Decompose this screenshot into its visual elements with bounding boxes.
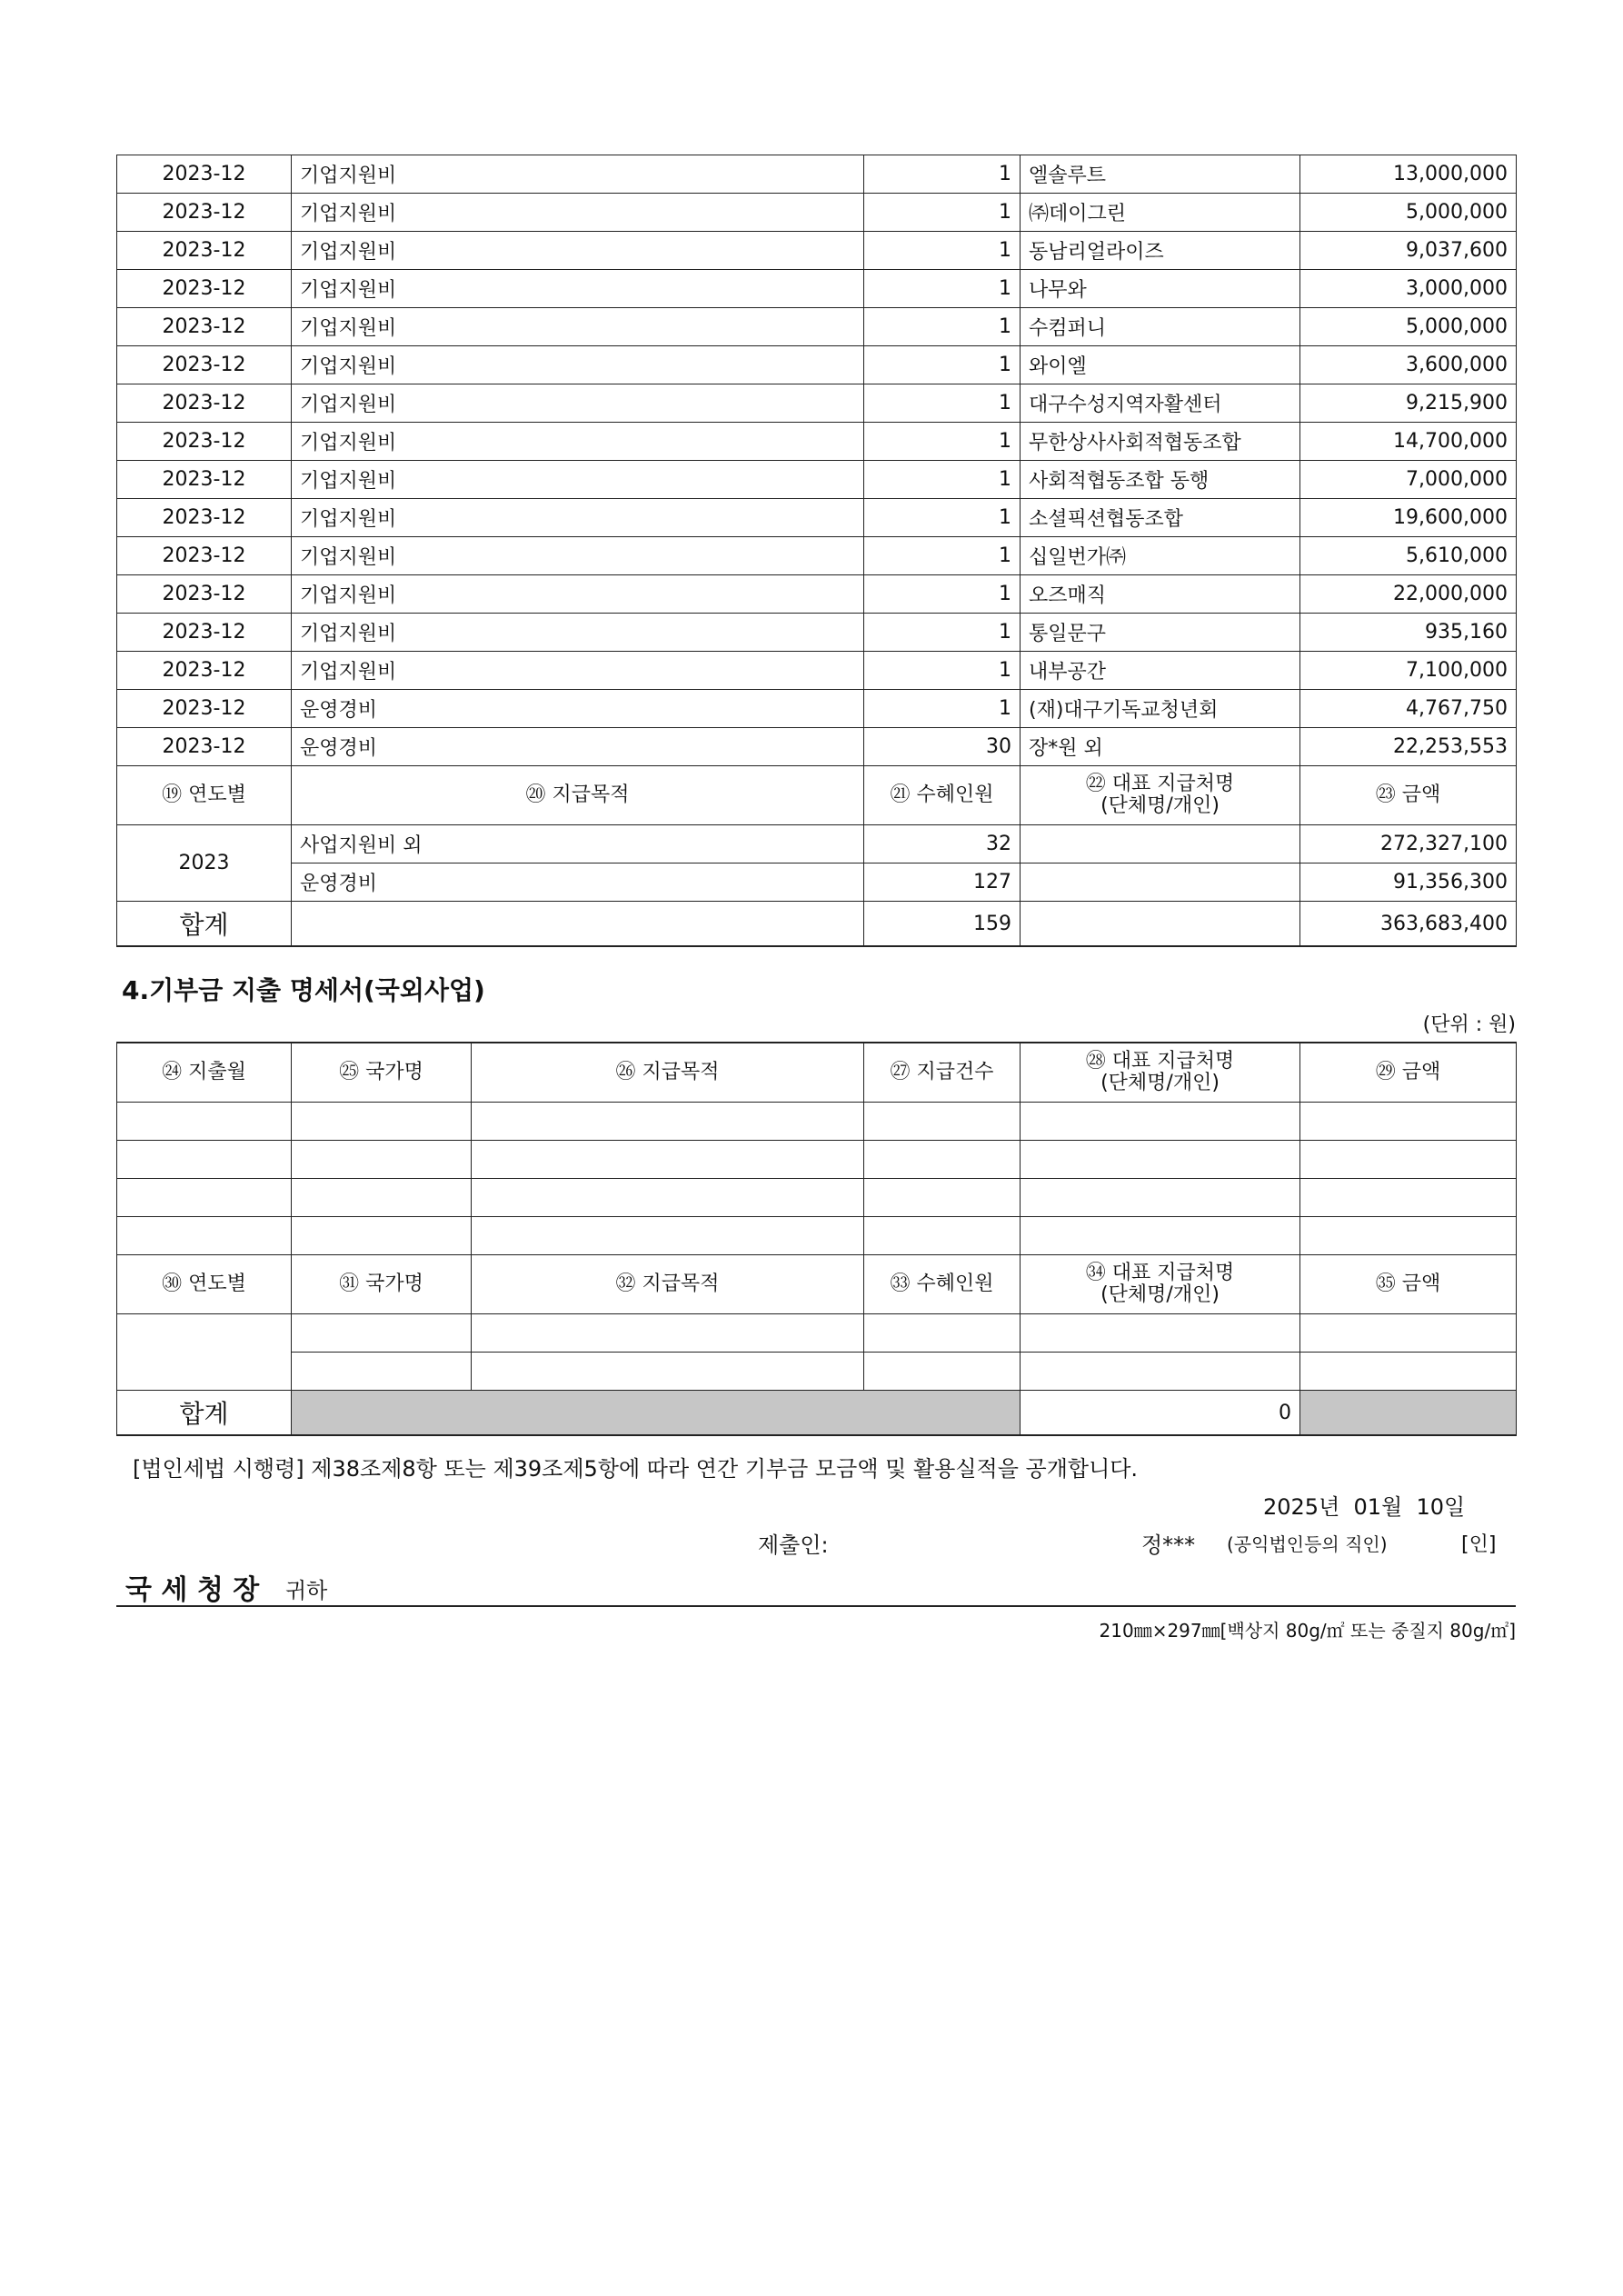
empty-row bbox=[117, 1217, 1517, 1255]
empty-row bbox=[117, 1314, 1517, 1353]
header-recipient: ㉘ 대표 지급처명 (단체명/개인) bbox=[1021, 1043, 1300, 1103]
row-purpose: 기업지원비 bbox=[292, 575, 864, 614]
row-month: 2023-12 bbox=[117, 499, 292, 537]
total-recipient-shaded bbox=[1300, 1391, 1517, 1436]
unit-label: (단위 : 원) bbox=[1422, 1013, 1516, 1036]
row-purpose: 기업지원비 bbox=[292, 194, 864, 232]
donation-row bbox=[117, 461, 1517, 499]
empty-row bbox=[117, 1103, 1517, 1141]
row-count: 1 bbox=[864, 308, 1021, 346]
empty-row bbox=[117, 1353, 1517, 1391]
donation-row bbox=[117, 690, 1517, 728]
row-month: 2023-12 bbox=[117, 194, 292, 232]
row-amount: 935,160 bbox=[1300, 614, 1517, 652]
row-count: 1 bbox=[864, 690, 1021, 728]
row-month: 2023-12 bbox=[117, 155, 292, 194]
row-amount: 5,000,000 bbox=[1300, 308, 1517, 346]
addressee-suffix: 귀하 bbox=[285, 1578, 328, 1603]
row-recipient: 엘솔루트 bbox=[1021, 155, 1300, 194]
row-month: 2023-12 bbox=[117, 575, 292, 614]
summary-beneficiaries: 127 bbox=[864, 863, 1021, 902]
empty-row bbox=[117, 1179, 1517, 1217]
summary-beneficiaries: 32 bbox=[864, 825, 1021, 863]
submission-date: 2025년 01월 10일 bbox=[1263, 1494, 1466, 1520]
summary-amount: 91,356,300 bbox=[1300, 863, 1517, 902]
row-purpose: 기업지원비 bbox=[292, 384, 864, 423]
row-month: 2023-12 bbox=[117, 346, 292, 384]
total-recipient bbox=[1021, 902, 1300, 947]
header-amount: ㉟ 금액 bbox=[1300, 1255, 1517, 1314]
row-recipient: 사회적협동조합 동행 bbox=[1021, 461, 1300, 499]
row-recipient: 무한상사사회적협동조합 bbox=[1021, 423, 1300, 461]
summary-total-row bbox=[117, 902, 1517, 947]
donation-row bbox=[117, 728, 1517, 766]
donation-row bbox=[117, 308, 1517, 346]
row-amount: 9,037,600 bbox=[1300, 232, 1517, 270]
row-amount: 13,000,000 bbox=[1300, 155, 1517, 194]
row-purpose: 기업지원비 bbox=[292, 423, 864, 461]
overseas-summary-header-row bbox=[117, 1255, 1517, 1314]
row-count: 30 bbox=[864, 728, 1021, 766]
header-purpose: ㉖ 지급목적 bbox=[472, 1043, 864, 1103]
header-year: ⑲ 연도별 bbox=[117, 766, 292, 825]
donation-rows bbox=[117, 155, 1517, 766]
row-amount: 5,610,000 bbox=[1300, 537, 1517, 575]
donation-row bbox=[117, 499, 1517, 537]
header-recipient: ㉒ 대표 지급처명 (단체명/개인) bbox=[1021, 766, 1300, 825]
row-amount: 14,700,000 bbox=[1300, 423, 1517, 461]
donation-row bbox=[117, 194, 1517, 232]
row-count: 1 bbox=[864, 461, 1021, 499]
row-count: 1 bbox=[864, 346, 1021, 384]
row-amount: 5,000,000 bbox=[1300, 194, 1517, 232]
row-recipient: 동남리얼라이즈 bbox=[1021, 232, 1300, 270]
row-month: 2023-12 bbox=[117, 652, 292, 690]
row-purpose: 기업지원비 bbox=[292, 652, 864, 690]
row-count: 1 bbox=[864, 232, 1021, 270]
summary-year: 2023 bbox=[117, 825, 292, 902]
seal-mark: [인] bbox=[1461, 1533, 1497, 1556]
row-recipient: 장*원 외 bbox=[1021, 728, 1300, 766]
row-purpose: 운영경비 bbox=[292, 690, 864, 728]
row-amount: 3,000,000 bbox=[1300, 270, 1517, 308]
submitter-role: (공익법인등의 직인) bbox=[1227, 1533, 1388, 1555]
summary-amount: 272,327,100 bbox=[1300, 825, 1517, 863]
row-recipient: 내부공간 bbox=[1021, 652, 1300, 690]
row-amount: 19,600,000 bbox=[1300, 499, 1517, 537]
total-beneficiaries: 159 bbox=[864, 902, 1021, 947]
header-month: ㉔ 지출월 bbox=[117, 1043, 292, 1103]
row-purpose: 운영경비 bbox=[292, 728, 864, 766]
row-purpose: 기업지원비 bbox=[292, 614, 864, 652]
header-year: ㉚ 연도별 bbox=[117, 1255, 292, 1314]
row-amount: 4,767,750 bbox=[1300, 690, 1517, 728]
total-label: 합계 bbox=[117, 902, 292, 947]
row-recipient: 십일번가㈜ bbox=[1021, 537, 1300, 575]
row-month: 2023-12 bbox=[117, 232, 292, 270]
row-count: 1 bbox=[864, 652, 1021, 690]
row-month: 2023-12 bbox=[117, 270, 292, 308]
summary-row bbox=[117, 825, 1517, 863]
row-purpose: 기업지원비 bbox=[292, 346, 864, 384]
row-amount: 3,600,000 bbox=[1300, 346, 1517, 384]
donation-row bbox=[117, 346, 1517, 384]
row-amount: 22,253,553 bbox=[1300, 728, 1517, 766]
total-purpose bbox=[292, 902, 864, 947]
row-recipient: ㈜데이그린 bbox=[1021, 194, 1300, 232]
row-month: 2023-12 bbox=[117, 308, 292, 346]
row-purpose: 기업지원비 bbox=[292, 537, 864, 575]
total-shaded bbox=[292, 1391, 1021, 1436]
row-count: 1 bbox=[864, 384, 1021, 423]
donation-row bbox=[117, 270, 1517, 308]
donation-row bbox=[117, 384, 1517, 423]
empty-row bbox=[117, 1141, 1517, 1179]
row-recipient: 대구수성지역자활센터 bbox=[1021, 384, 1300, 423]
overseas-total-row bbox=[117, 1391, 1517, 1436]
overseas-expense-table bbox=[116, 1042, 1517, 1436]
donation-row bbox=[117, 614, 1517, 652]
header-country: ㉕ 국가명 bbox=[292, 1043, 472, 1103]
row-amount: 9,215,900 bbox=[1300, 384, 1517, 423]
row-purpose: 기업지원비 bbox=[292, 308, 864, 346]
donation-row bbox=[117, 575, 1517, 614]
donation-row bbox=[117, 537, 1517, 575]
row-purpose: 기업지원비 bbox=[292, 499, 864, 537]
total-amount: 363,683,400 bbox=[1300, 902, 1517, 947]
row-month: 2023-12 bbox=[117, 461, 292, 499]
submitter-label: 제출인: bbox=[758, 1532, 829, 1558]
row-month: 2023-12 bbox=[117, 614, 292, 652]
header-purpose: ㉜ 지급목적 bbox=[472, 1255, 864, 1314]
row-count: 1 bbox=[864, 270, 1021, 308]
summary-purpose: 사업지원비 외 bbox=[292, 825, 864, 863]
row-month: 2023-12 bbox=[117, 423, 292, 461]
header-recipient: ㉞ 대표 지급처명 (단체명/개인) bbox=[1021, 1255, 1300, 1314]
row-count: 1 bbox=[864, 194, 1021, 232]
row-amount: 7,000,000 bbox=[1300, 461, 1517, 499]
row-recipient: 나무와 bbox=[1021, 270, 1300, 308]
footer-divider bbox=[116, 1605, 1516, 1607]
row-month: 2023-12 bbox=[117, 537, 292, 575]
row-count: 1 bbox=[864, 499, 1021, 537]
row-month: 2023-12 bbox=[117, 690, 292, 728]
row-purpose: 기업지원비 bbox=[292, 270, 864, 308]
submitter-name: 정*** bbox=[1141, 1532, 1196, 1558]
row-amount: 7,100,000 bbox=[1300, 652, 1517, 690]
header-country: ㉛ 국가명 bbox=[292, 1255, 472, 1314]
summary-recipient bbox=[1021, 825, 1300, 863]
header-amount: ㉓ 금액 bbox=[1300, 766, 1517, 825]
row-count: 1 bbox=[864, 155, 1021, 194]
section4-title: 4.기부금 지출 명세서(국외사업) bbox=[122, 975, 485, 1005]
row-amount: 22,000,000 bbox=[1300, 575, 1517, 614]
row-recipient: 수컴퍼니 bbox=[1021, 308, 1300, 346]
row-count: 1 bbox=[864, 423, 1021, 461]
row-recipient: 와이엘 bbox=[1021, 346, 1300, 384]
summary-row bbox=[117, 863, 1517, 902]
summary-purpose: 운영경비 bbox=[292, 863, 864, 902]
header-beneficiaries: ㉝ 수혜인원 bbox=[864, 1255, 1021, 1314]
row-purpose: 기업지원비 bbox=[292, 461, 864, 499]
donation-row bbox=[117, 652, 1517, 690]
header-beneficiaries: ㉑ 수혜인원 bbox=[864, 766, 1021, 825]
row-purpose: 기업지원비 bbox=[292, 232, 864, 270]
donation-row bbox=[117, 232, 1517, 270]
overseas-header-row bbox=[117, 1043, 1517, 1103]
donation-expense-table bbox=[116, 155, 1517, 947]
row-month: 2023-12 bbox=[117, 384, 292, 423]
summary-header-row bbox=[117, 766, 1517, 825]
legal-notice: [법인세법 시행령] 제38조제8항 또는 제39조제5항에 따라 연간 기부금 모금액 및 활용실적을 공개합니다. bbox=[133, 1456, 1139, 1482]
total-beneficiaries: 0 bbox=[1021, 1391, 1300, 1436]
summary-recipient bbox=[1021, 863, 1300, 902]
row-count: 1 bbox=[864, 575, 1021, 614]
paper-spec: 210㎜×297㎜[백상지 80g/㎡ 또는 중질지 80g/㎡] bbox=[1099, 1620, 1516, 1642]
header-amount: ㉙ 금액 bbox=[1300, 1043, 1517, 1103]
row-count: 1 bbox=[864, 614, 1021, 652]
row-recipient: 통일문구 bbox=[1021, 614, 1300, 652]
row-recipient: 소셜픽션협동조합 bbox=[1021, 499, 1300, 537]
row-count: 1 bbox=[864, 537, 1021, 575]
row-recipient: 오즈매직 bbox=[1021, 575, 1300, 614]
addressee: 국 세 청 장 bbox=[125, 1574, 260, 1606]
total-label: 합계 bbox=[117, 1391, 292, 1436]
row-purpose: 기업지원비 bbox=[292, 155, 864, 194]
header-purpose: ⑳ 지급목적 bbox=[292, 766, 864, 825]
row-month: 2023-12 bbox=[117, 728, 292, 766]
donation-row bbox=[117, 423, 1517, 461]
header-count: ㉗ 지급건수 bbox=[864, 1043, 1021, 1103]
donation-row bbox=[117, 155, 1517, 194]
row-recipient: (재)대구기독교청년회 bbox=[1021, 690, 1300, 728]
